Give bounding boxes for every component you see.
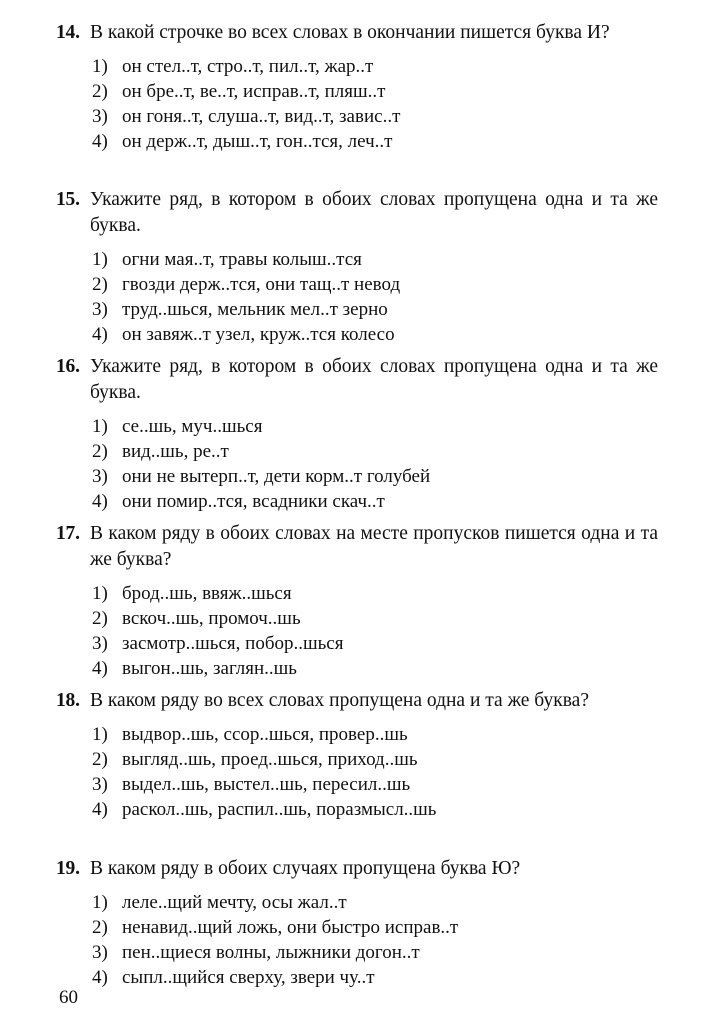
- answer-option: [92, 247, 658, 272]
- option-text: он держ..т, дыш..т, гон..тся, леч..т: [122, 131, 393, 152]
- option-text: он завяж..т узел, круж..тся колесо: [122, 324, 395, 345]
- answer-option: [92, 439, 658, 464]
- option-number: 1): [92, 583, 108, 604]
- question-18: [56, 688, 658, 822]
- question-number: 15.: [56, 189, 80, 210]
- option-text: он гоня..т, слуша..т, вид..т, завис..т: [122, 106, 401, 127]
- answer-option: [92, 129, 658, 154]
- page-number: 60: [59, 987, 78, 1008]
- answer-option: [92, 606, 658, 631]
- option-text: он стел..т, стро..т, пил..т, жар..т: [122, 56, 374, 77]
- option-number: 4): [92, 324, 108, 345]
- option-number: 2): [92, 608, 108, 629]
- option-text: брод..шь, ввяж..шься: [122, 583, 292, 604]
- option-number: 2): [92, 917, 108, 938]
- option-text: вид..шь, ре..т: [122, 441, 229, 462]
- answer-option: [92, 489, 658, 514]
- option-number: 3): [92, 633, 108, 654]
- answer-option: [92, 414, 658, 439]
- answer-option: [92, 464, 658, 489]
- question-text: В каком ряду в обоих словах на месте пропусков пишется одна и та же буква?: [90, 523, 658, 570]
- question-text: Укажите ряд, в котором в обоих словах пропущена одна и та же буква.: [90, 356, 658, 403]
- option-number: 1): [92, 416, 108, 437]
- question-17: [56, 521, 658, 681]
- option-text: выдел..шь, выстел..шь, пересил..шь: [122, 774, 411, 795]
- option-number: 3): [92, 106, 108, 127]
- option-number: 2): [92, 749, 108, 770]
- question-header: [56, 354, 658, 406]
- option-number: 1): [92, 56, 108, 77]
- option-text: они помир..тся, всадники скач..т: [122, 491, 385, 512]
- option-number: 2): [92, 274, 108, 295]
- question-header: [56, 688, 658, 714]
- answer-option: [92, 297, 658, 322]
- question-14: [56, 20, 658, 154]
- option-text: они не вытерп..т, дети корм..т голубей: [122, 466, 431, 487]
- option-number: 3): [92, 942, 108, 963]
- question-header: [56, 856, 658, 882]
- answer-options: [56, 722, 658, 822]
- answer-option: [92, 965, 658, 990]
- answer-option: [92, 54, 658, 79]
- question-number: 19.: [56, 858, 80, 879]
- answer-option: [92, 322, 658, 347]
- option-text: вскоч..шь, промоч..шь: [122, 608, 301, 629]
- answer-option: [92, 915, 658, 940]
- option-number: 4): [92, 658, 108, 679]
- option-text: выгон..шь, заглян..шь: [122, 658, 297, 679]
- option-text: засмотр..шься, побор..шься: [122, 633, 344, 654]
- question-number: 18.: [56, 690, 80, 711]
- question-header: [56, 187, 658, 239]
- question-text: В какой строчке во всех словах в окончании пишется буква И?: [90, 22, 610, 43]
- option-text: гвозди держ..тся, они тащ..т невод: [122, 274, 401, 295]
- option-text: ненавид..щий ложь, они быстро исправ..т: [122, 917, 459, 938]
- answer-option: [92, 656, 658, 681]
- answer-option: [92, 722, 658, 747]
- question-number: 16.: [56, 356, 80, 377]
- option-number: 4): [92, 967, 108, 988]
- option-number: 1): [92, 724, 108, 745]
- answer-option: [92, 772, 658, 797]
- option-number: 4): [92, 131, 108, 152]
- question-text: Укажите ряд, в котором в обоих словах пропущена одна и та же буква.: [90, 189, 658, 236]
- option-text: леле..щий мечту, осы жал..т: [122, 892, 347, 913]
- answer-option: [92, 890, 658, 915]
- question-text: В каком ряду во всех словах пропущена одна и та же буква?: [90, 690, 589, 711]
- answer-option: [92, 104, 658, 129]
- answer-options: [56, 890, 658, 990]
- option-number: 4): [92, 491, 108, 512]
- option-number: 3): [92, 299, 108, 320]
- answer-option: [92, 797, 658, 822]
- question-header: [56, 20, 658, 46]
- option-text: труд..шься, мельник мел..т зерно: [122, 299, 388, 320]
- option-text: выгляд..шь, проед..шься, приход..шь: [122, 749, 418, 770]
- option-number: 3): [92, 774, 108, 795]
- answer-option: [92, 747, 658, 772]
- answer-option: [92, 940, 658, 965]
- answer-option: [92, 79, 658, 104]
- option-text: сыпл..щийся сверху, звери чу..т: [122, 967, 375, 988]
- answer-option: [92, 581, 658, 606]
- question-number: 17.: [56, 523, 80, 544]
- option-number: 3): [92, 466, 108, 487]
- question-header: [56, 521, 658, 573]
- answer-options: [56, 414, 658, 514]
- option-number: 4): [92, 799, 108, 820]
- answer-option: [92, 272, 658, 297]
- option-text: раскол..шь, распил..шь, поразмысл..шь: [122, 799, 437, 820]
- answer-options: [56, 581, 658, 681]
- answer-options: [56, 54, 658, 154]
- question-number: 14.: [56, 22, 80, 43]
- option-text: он бре..т, ве..т, исправ..т, пляш..т: [122, 81, 386, 102]
- option-number: 1): [92, 249, 108, 270]
- option-text: се..шь, муч..шься: [122, 416, 263, 437]
- question-19: [56, 856, 658, 990]
- option-text: пен..щиеся волны, лыжники догон..т: [122, 942, 420, 963]
- question-text: В каком ряду в обоих случаях пропущена буква Ю?: [90, 858, 521, 879]
- answer-option: [92, 631, 658, 656]
- option-text: огни мая..т, травы колыш..тся: [122, 249, 362, 270]
- answer-options: [56, 247, 658, 347]
- option-number: 2): [92, 81, 108, 102]
- question-15: [56, 187, 658, 347]
- option-number: 2): [92, 441, 108, 462]
- question-16: [56, 354, 658, 514]
- option-text: выдвор..шь, ссор..шься, провер..шь: [122, 724, 408, 745]
- option-number: 1): [92, 892, 108, 913]
